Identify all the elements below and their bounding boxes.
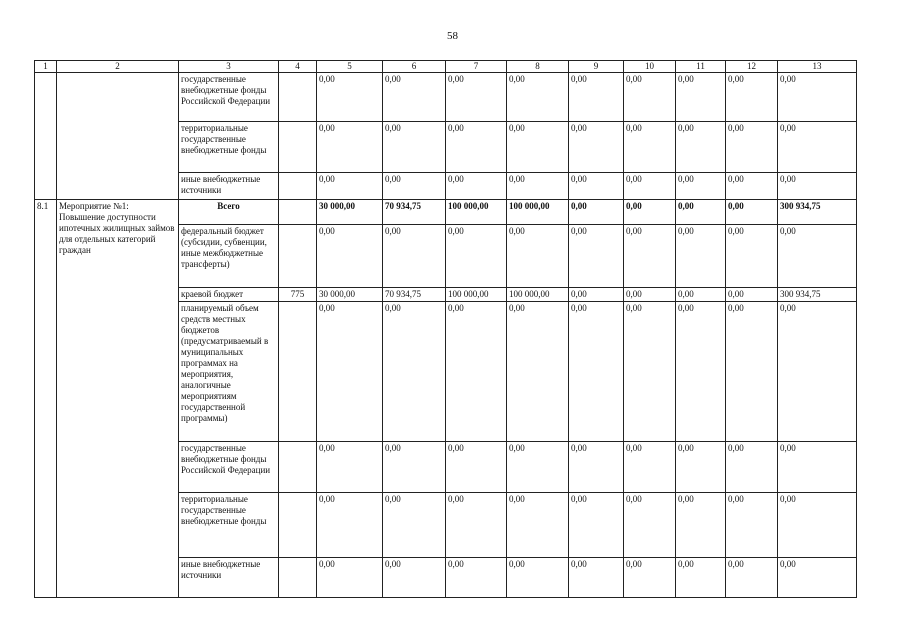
value-cell: 100 000,00 xyxy=(507,288,569,302)
value-cell: 0,00 xyxy=(507,302,569,442)
value-cell: 0,00 xyxy=(624,73,676,122)
column-header: 5 xyxy=(317,61,383,73)
value-cell: 0,00 xyxy=(726,200,778,225)
value-cell: 0,00 xyxy=(624,288,676,302)
column-number-row xyxy=(35,61,857,73)
code-cell: 775 xyxy=(279,288,317,302)
value-cell: 0,00 xyxy=(726,225,778,288)
value-cell: 0,00 xyxy=(624,200,676,225)
value-cell: 0,00 xyxy=(569,302,624,442)
code-cell xyxy=(279,493,317,558)
value-cell: 0,00 xyxy=(624,493,676,558)
value-cell: 0,00 xyxy=(446,225,507,288)
table-row-total xyxy=(35,200,857,225)
column-header: 4 xyxy=(279,61,317,73)
code-cell xyxy=(279,73,317,122)
value-cell: 100 000,00 xyxy=(446,200,507,225)
column-header: 3 xyxy=(179,61,279,73)
value-cell: 0,00 xyxy=(317,122,383,173)
source-cell: иные внебюджетные источники xyxy=(179,558,279,598)
code-cell xyxy=(279,122,317,173)
name-cell xyxy=(57,73,179,200)
column-header: 11 xyxy=(676,61,726,73)
value-cell: 0,00 xyxy=(624,302,676,442)
total-cell: 0,00 xyxy=(778,493,857,558)
value-cell: 0,00 xyxy=(507,173,569,200)
source-cell: территориальные государственные внебюджетные фонды xyxy=(179,493,279,558)
value-cell: 0,00 xyxy=(317,173,383,200)
value-cell: 0,00 xyxy=(676,173,726,200)
total-cell: 0,00 xyxy=(778,442,857,493)
value-cell: 0,00 xyxy=(569,493,624,558)
value-cell: 0,00 xyxy=(676,302,726,442)
value-cell: 0,00 xyxy=(676,442,726,493)
value-cell: 0,00 xyxy=(624,225,676,288)
value-cell: 0,00 xyxy=(569,442,624,493)
total-cell: 0,00 xyxy=(778,173,857,200)
source-cell: территориальные государственные внебюджетные фонды xyxy=(179,122,279,173)
value-cell: 0,00 xyxy=(446,122,507,173)
code-cell xyxy=(279,442,317,493)
value-cell: 0,00 xyxy=(569,173,624,200)
total-cell: 300 934,75 xyxy=(778,288,857,302)
value-cell: 0,00 xyxy=(317,558,383,598)
measure-number: 8.1 xyxy=(35,200,57,598)
value-cell: 0,00 xyxy=(383,493,446,558)
value-cell: 0,00 xyxy=(317,493,383,558)
value-cell: 0,00 xyxy=(317,302,383,442)
value-cell: 0,00 xyxy=(624,122,676,173)
value-cell: 0,00 xyxy=(383,122,446,173)
column-header: 13 xyxy=(778,61,857,73)
code-cell xyxy=(279,200,317,225)
value-cell: 0,00 xyxy=(383,225,446,288)
total-cell: 0,00 xyxy=(778,122,857,173)
value-cell: 0,00 xyxy=(383,173,446,200)
source-cell: федеральный бюджет (субсидии, субвенции, иные межбюджетные трансферты) xyxy=(179,225,279,288)
value-cell: 0,00 xyxy=(317,73,383,122)
value-cell: 0,00 xyxy=(676,558,726,598)
code-cell xyxy=(279,302,317,442)
source-cell: планируемый объем средств местных бюджетов (предусматриваемый в муниципальных программах на мероприятия, аналогичные мероприятиям государственной программы) xyxy=(179,302,279,442)
total-cell: 300 934,75 xyxy=(778,200,857,225)
value-cell: 100 000,00 xyxy=(507,200,569,225)
value-cell: 0,00 xyxy=(446,73,507,122)
value-cell: 30 000,00 xyxy=(317,200,383,225)
value-cell: 70 934,75 xyxy=(383,288,446,302)
source-cell: государственные внебюджетные фонды Российской Федерации xyxy=(179,73,279,122)
value-cell: 0,00 xyxy=(507,558,569,598)
source-cell: Всего xyxy=(179,200,279,225)
column-header: 12 xyxy=(726,61,778,73)
total-cell: 0,00 xyxy=(778,225,857,288)
value-cell: 0,00 xyxy=(624,558,676,598)
value-cell: 0,00 xyxy=(569,558,624,598)
total-cell: 0,00 xyxy=(778,558,857,598)
measure-name: Мероприятие №1: Повышение доступности ипотечных жилищных займов для отдельных категорий граждан xyxy=(57,200,179,598)
value-cell: 0,00 xyxy=(317,442,383,493)
value-cell: 0,00 xyxy=(726,122,778,173)
code-cell xyxy=(279,173,317,200)
value-cell: 0,00 xyxy=(569,122,624,173)
value-cell: 0,00 xyxy=(569,225,624,288)
value-cell: 0,00 xyxy=(446,442,507,493)
value-cell: 100 000,00 xyxy=(446,288,507,302)
value-cell: 0,00 xyxy=(726,493,778,558)
value-cell: 0,00 xyxy=(726,302,778,442)
value-cell: 0,00 xyxy=(569,73,624,122)
value-cell: 0,00 xyxy=(624,442,676,493)
value-cell: 0,00 xyxy=(726,442,778,493)
table-row xyxy=(35,73,857,122)
value-cell: 0,00 xyxy=(569,200,624,225)
value-cell: 0,00 xyxy=(446,173,507,200)
budget-table xyxy=(34,60,857,598)
value-cell: 0,00 xyxy=(383,302,446,442)
value-cell: 0,00 xyxy=(676,288,726,302)
column-header: 2 xyxy=(57,61,179,73)
value-cell: 0,00 xyxy=(317,225,383,288)
value-cell: 0,00 xyxy=(507,73,569,122)
code-cell xyxy=(279,558,317,598)
value-cell: 0,00 xyxy=(507,122,569,173)
total-cell: 0,00 xyxy=(778,73,857,122)
column-header: 7 xyxy=(446,61,507,73)
value-cell: 70 934,75 xyxy=(383,200,446,225)
value-cell: 0,00 xyxy=(726,288,778,302)
value-cell: 30 000,00 xyxy=(317,288,383,302)
value-cell: 0,00 xyxy=(726,173,778,200)
code-cell xyxy=(279,225,317,288)
value-cell: 0,00 xyxy=(507,225,569,288)
source-cell: краевой бюджет xyxy=(179,288,279,302)
value-cell: 0,00 xyxy=(676,200,726,225)
source-cell: государственные внебюджетные фонды Российской Федерации xyxy=(179,442,279,493)
page-number: 58 xyxy=(447,30,458,42)
value-cell: 0,00 xyxy=(726,558,778,598)
value-cell: 0,00 xyxy=(446,558,507,598)
column-header: 1 xyxy=(35,61,57,73)
value-cell: 0,00 xyxy=(383,442,446,493)
column-header: 8 xyxy=(507,61,569,73)
value-cell: 0,00 xyxy=(676,122,726,173)
value-cell: 0,00 xyxy=(383,558,446,598)
value-cell: 0,00 xyxy=(507,493,569,558)
total-cell: 0,00 xyxy=(778,302,857,442)
column-header: 6 xyxy=(383,61,446,73)
number-cell xyxy=(35,73,57,200)
value-cell: 0,00 xyxy=(726,73,778,122)
value-cell: 0,00 xyxy=(507,442,569,493)
value-cell: 0,00 xyxy=(446,302,507,442)
column-header: 9 xyxy=(569,61,624,73)
source-cell: иные внебюджетные источники xyxy=(179,173,279,200)
value-cell: 0,00 xyxy=(569,288,624,302)
column-header: 10 xyxy=(624,61,676,73)
value-cell: 0,00 xyxy=(676,73,726,122)
value-cell: 0,00 xyxy=(383,73,446,122)
value-cell: 0,00 xyxy=(676,225,726,288)
value-cell: 0,00 xyxy=(676,493,726,558)
value-cell: 0,00 xyxy=(446,493,507,558)
value-cell: 0,00 xyxy=(624,173,676,200)
